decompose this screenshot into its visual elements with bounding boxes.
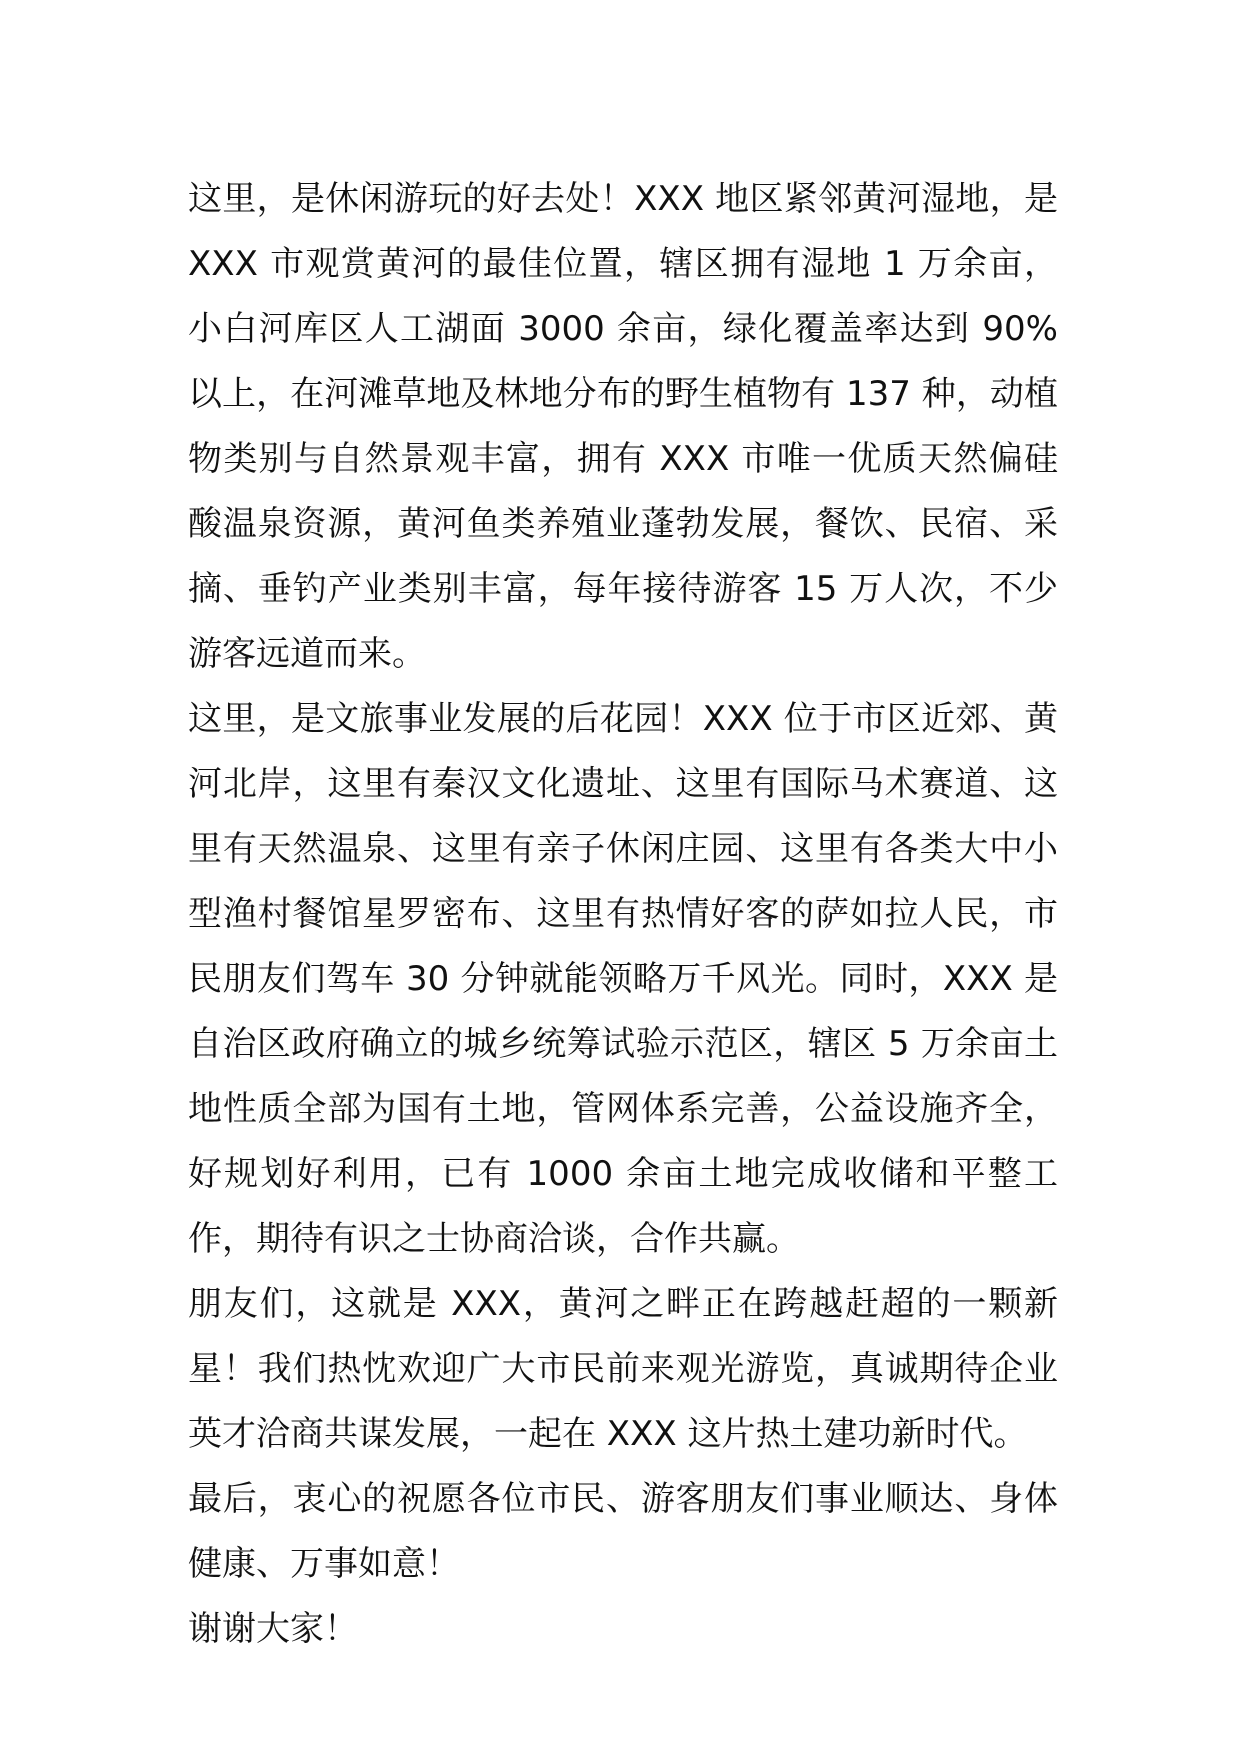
document-body: [188, 167, 1058, 1662]
paragraph-culture-tourism: 这里，是文旅事业发展的后花园！XXX 位于市区近郊、黄河北岸，这里有秦汉文化遗址、这里有国际马术赛道、这里有天然温泉、这里有亲子休闲庄园、这里有各类大中小型渔村餐馆星罗密布、这里有热情好客的萨如拉人民，市民朋友们驾车 30 分钟就能领略万千风光。同时，XXX 是自治区政府确立的城乡统筹试验示范区，辖区 5 万余亩土地性质全部为国有土地，管网体系完善，公益设施齐全，好规划好利用，已有 1000 余亩土地完成收储和平整工作，期待有识之士协商洽谈，合作共赢。: [188, 699, 1058, 1259]
paragraph-invitation: 朋友们，这就是 XXX，黄河之畔正在跨越赶超的一颗新星！我们热忱欢迎广大市民前来观光游览，真诚期待企业英才洽商共谋发展，一起在 XXX 这片热土建功新时代。: [188, 1284, 1058, 1454]
paragraph-wishes: 最后，衷心的祝愿各位市民、游客朋友们事业顺达、身体健康、万事如意！: [188, 1479, 1058, 1584]
paragraph-thanks: 谢谢大家！: [188, 1609, 358, 1649]
paragraph-tourism: 这里，是休闲游玩的好去处！XXX 地区紧邻黄河湿地，是 XXX 市观赏黄河的最佳位置，辖区拥有湿地 1 万余亩，小白河库区人工湖面 3000 余亩，绿化覆盖率达到 90%以上，在河滩草地及林地分布的野生植物有 137 种，动植物类别与自然景观丰富，拥有 XXX 市唯一优质天然偏硅酸温泉资源，黄河鱼类养殖业蓬勃发展，餐饮、民宿、采摘、垂钓产业类别丰富，每年接待游客 15 万人次，不少游客远道而来。: [188, 179, 1058, 674]
